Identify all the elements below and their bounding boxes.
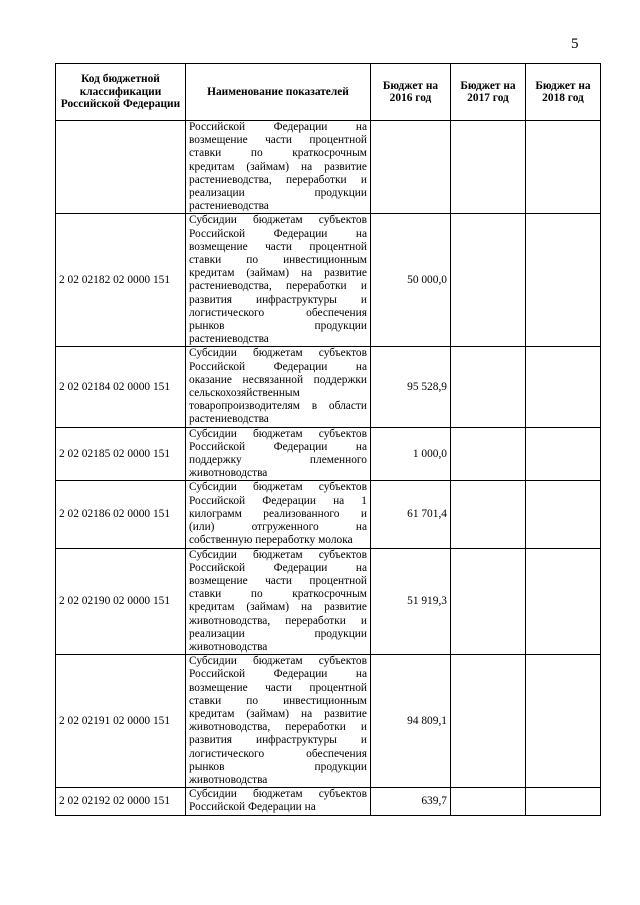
budget-2017-cell	[451, 121, 526, 214]
budget-2016-cell: 639,7	[371, 788, 451, 815]
budget-code-cell: 2 02 02185 02 0000 151	[56, 427, 186, 481]
budget-2017-cell	[451, 548, 526, 655]
table-row	[56, 655, 601, 788]
indicator-name-cell	[186, 548, 371, 655]
indicator-name-line: реализации продукции	[189, 187, 367, 200]
indicator-name-line: Российской Федерации на 1	[189, 494, 367, 507]
table-row	[56, 548, 601, 655]
indicator-name-line: растениеводства	[189, 413, 269, 426]
indicator-name-cell	[186, 427, 371, 481]
indicator-name-line: растениеводства, переработки и	[189, 173, 367, 186]
indicator-name-line: (или) отгруженного на	[189, 521, 367, 534]
header-2017: Бюджет на 2017 год	[451, 64, 526, 121]
indicator-name-line: возмещение части процентной	[189, 574, 367, 587]
indicator-name-line: возмещение части процентной	[189, 681, 367, 694]
indicator-name-line: Субсидии бюджетам субъектов	[189, 427, 367, 440]
indicator-name-line: собственную переработку молока	[189, 534, 353, 547]
indicator-name-line: Субсидии бюджетам субъектов	[189, 548, 367, 561]
indicator-name-line: сельскохозяйственным	[189, 387, 300, 400]
table-body	[56, 121, 601, 816]
indicator-name-line: кредитам (займам) на развитие	[189, 601, 367, 614]
indicator-name-line: Субсидии бюджетам субъектов	[189, 347, 367, 360]
indicator-name-line: логистического обеспечения	[189, 747, 367, 760]
indicator-name-line: Субсидии бюджетам субъектов	[189, 788, 367, 801]
indicator-name-line: Субсидии бюджетам субъектов	[189, 655, 367, 668]
table-row	[56, 481, 601, 548]
budget-code-cell: 2 02 02192 02 0000 151	[56, 788, 186, 815]
header-2016: Бюджет на 2016 год	[371, 64, 451, 121]
indicator-name-cell	[186, 655, 371, 788]
budget-table	[55, 63, 601, 816]
indicator-name-cell	[186, 788, 371, 815]
budget-2016-cell: 95 528,9	[371, 347, 451, 427]
budget-2018-cell	[526, 481, 601, 548]
indicator-name-line: ставки по краткосрочным	[189, 147, 367, 160]
budget-code-cell	[56, 121, 186, 214]
budget-2018-cell	[526, 121, 601, 214]
budget-2016-cell: 50 000,0	[371, 214, 451, 347]
indicator-name-line: растениеводства	[189, 333, 269, 346]
table-row	[56, 788, 601, 815]
indicator-name-line: поддержку племенного	[189, 454, 367, 467]
indicator-name-line: возмещение части процентной	[189, 240, 367, 253]
table-row	[56, 214, 601, 347]
indicator-name-line: Российской Федерации на	[189, 360, 367, 373]
indicator-name-cell	[186, 481, 371, 548]
budget-2018-cell	[526, 347, 601, 427]
indicator-name-line: рынков продукции	[189, 320, 367, 333]
indicator-name-line: Российской Федерации на	[189, 801, 316, 814]
budget-2017-cell	[451, 427, 526, 481]
indicator-name-line: килограмм реализованного и	[189, 507, 367, 520]
budget-2017-cell	[451, 655, 526, 788]
indicator-name-line: животноводства	[189, 467, 268, 480]
header-code: Код бюджетной классификации Российской Федерации	[56, 64, 186, 121]
budget-2016-cell: 1 000,0	[371, 427, 451, 481]
indicator-name-cell	[186, 214, 371, 347]
budget-2016-cell: 94 809,1	[371, 655, 451, 788]
indicator-name-line: растениеводства, переработки и	[189, 280, 367, 293]
indicator-name-line: возмещение части процентной	[189, 134, 367, 147]
budget-2017-cell	[451, 788, 526, 815]
indicator-name-line: кредитам (займам) на развитие	[189, 707, 367, 720]
budget-code-cell: 2 02 02186 02 0000 151	[56, 481, 186, 548]
budget-2016-cell	[371, 121, 451, 214]
budget-2018-cell	[526, 214, 601, 347]
table-row	[56, 121, 601, 214]
indicator-name-line: рынков продукции	[189, 760, 367, 773]
indicator-name-line: Российской Федерации на	[189, 440, 367, 453]
header-2018: Бюджет на 2018 год	[526, 64, 601, 121]
budget-code-cell: 2 02 02190 02 0000 151	[56, 548, 186, 655]
budget-2018-cell	[526, 655, 601, 788]
budget-code-cell: 2 02 02182 02 0000 151	[56, 214, 186, 347]
indicator-name-line: оказание несвязанной поддержки	[189, 373, 367, 386]
budget-2016-cell: 51 919,3	[371, 548, 451, 655]
indicator-name-line: животноводства	[189, 773, 268, 786]
indicator-name-line: развития инфраструктуры и	[189, 293, 367, 306]
header-name: Наименование показателей	[186, 64, 371, 121]
indicator-name-line: кредитам (займам) на развитие	[189, 160, 367, 173]
indicator-name-line: Российской Федерации на	[189, 121, 367, 133]
indicator-name-line: развития инфраструктуры и	[189, 734, 367, 747]
budget-2017-cell	[451, 347, 526, 427]
indicator-name-line: ставки по инвестиционным	[189, 254, 367, 267]
indicator-name-line: товаропроизводителям в области	[189, 400, 367, 413]
indicator-name-line: Субсидии бюджетам субъектов	[189, 481, 367, 494]
indicator-name-line: логистического обеспечения	[189, 306, 367, 319]
budget-code-cell: 2 02 02191 02 0000 151	[56, 655, 186, 788]
budget-2018-cell	[526, 548, 601, 655]
budget-2016-cell: 61 701,4	[371, 481, 451, 548]
budget-2017-cell	[451, 214, 526, 347]
indicator-name-line: ставки по краткосрочным	[189, 588, 367, 601]
page-number: 5	[571, 36, 579, 52]
indicator-name-line: Российской Федерации на	[189, 227, 367, 240]
indicator-name-cell	[186, 121, 371, 214]
indicator-name-line: Субсидии бюджетам субъектов	[189, 214, 367, 227]
header-row	[56, 64, 601, 121]
indicator-name-line: Российской Федерации на	[189, 561, 367, 574]
budget-2017-cell	[451, 481, 526, 548]
table-row	[56, 347, 601, 427]
indicator-name-line: реализации продукции	[189, 627, 367, 640]
indicator-name-line: животноводства	[189, 640, 268, 653]
indicator-name-line: Российской Федерации на	[189, 668, 367, 681]
budget-code-cell: 2 02 02184 02 0000 151	[56, 347, 186, 427]
indicator-name-cell	[186, 347, 371, 427]
indicator-name-line: ставки по инвестиционным	[189, 694, 367, 707]
indicator-name-line: растениеводства	[189, 200, 269, 213]
budget-2018-cell	[526, 427, 601, 481]
indicator-name-line: кредитам (займам) на развитие	[189, 267, 367, 280]
indicator-name-line: животноводства, переработки и	[189, 614, 367, 627]
table-row	[56, 427, 601, 481]
indicator-name-line: животноводства, переработки и	[189, 721, 367, 734]
budget-2018-cell	[526, 788, 601, 815]
